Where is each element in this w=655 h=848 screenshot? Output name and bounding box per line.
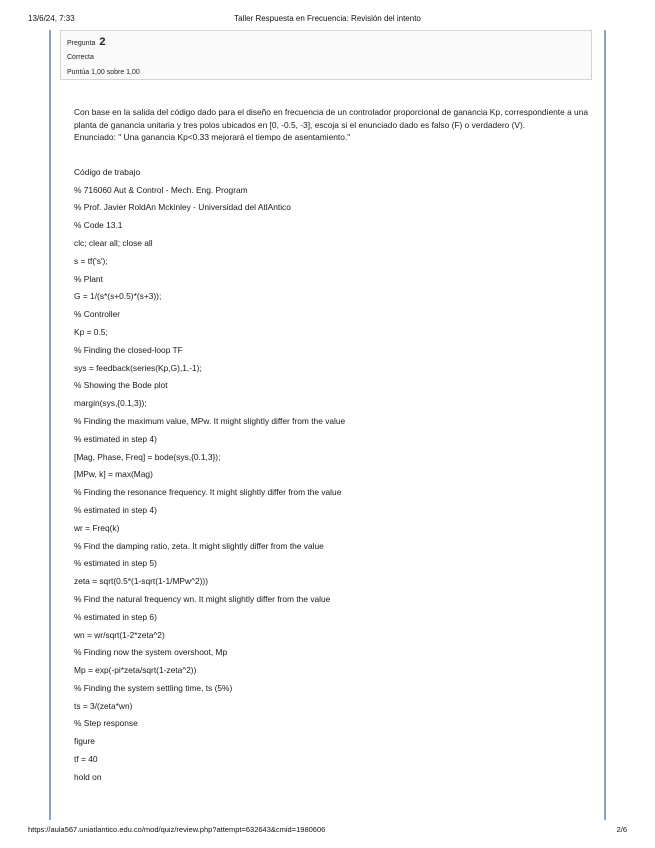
code-line: % Find the natural frequency wn. It might slightly differ from the value: [74, 593, 331, 604]
print-page-title: Taller Respuesta en Frecuencia: Revisión del intento: [234, 14, 421, 23]
code-line: % Showing the Bode plot: [74, 380, 168, 391]
code-line: % Finding the closed-loop TF: [74, 344, 183, 355]
question-content: [74, 106, 594, 787]
code-line: % Controller: [74, 309, 121, 320]
code-line: % Finding the system settling time, ts (5%): [74, 682, 233, 693]
code-line: Kp = 0.5;: [74, 326, 108, 337]
question-statement: Enunciado: " Una ganancia Kp<0.33 mejorará el tiempo de asentamiento.": [74, 132, 351, 143]
code-line: % Finding now the system overshoot, Mp: [74, 647, 228, 658]
code-line: % Find the damping ratio, zeta. It might slightly differ from the value: [74, 540, 324, 551]
code-line: % estimated in step 4): [74, 433, 157, 444]
code-line: ts = 3/(zeta*wn): [74, 700, 133, 711]
print-page-number: 2/6: [616, 825, 627, 834]
print-datetime: 13/6/24, 7:33: [28, 14, 75, 23]
code-line: % Step response: [74, 718, 138, 729]
print-url: https://aula567.uniatlantico.edu.co/mod/quiz/review.php?attempt=632643&cmid=1980606: [28, 825, 326, 834]
code-line: % estimated in step 5): [74, 558, 157, 569]
code-line: tf = 40: [74, 754, 98, 765]
question-number: 2: [99, 36, 106, 48]
code-line: wr = Freq(k): [74, 522, 120, 533]
code-line: figure: [74, 736, 95, 747]
code-line: s = tf('s');: [74, 255, 108, 266]
code-line: Mp = exp(-pi*zeta/sqrt(1-zeta^2)): [74, 665, 197, 676]
question-info-box: [60, 30, 592, 80]
code-line: [Mag, Phase, Freq] = bode(sys,{0.1,3});: [74, 451, 221, 462]
code-line: margin(sys,{0.1,3});: [74, 398, 147, 409]
code-line: [MPw, k] = max(Mag): [74, 469, 153, 480]
code-line: % 716060 Aut & Control - Mech. Eng. Program: [74, 184, 248, 195]
question-label: Pregunta: [67, 40, 96, 47]
code-line: zeta = sqrt(0.5*(1-sqrt(1-1/MPw^2))): [74, 576, 209, 587]
print-header: [28, 14, 627, 26]
code-line: % estimated in step 6): [74, 611, 157, 622]
spacer: [74, 144, 594, 164]
print-footer: [28, 825, 627, 837]
code-line: Código de trabajo: [74, 166, 141, 177]
code-line: hold on: [74, 771, 102, 782]
code-line: % Finding the maximum value, MPw. It might slightly differ from the value: [74, 415, 346, 426]
code-line: wn = wr/sqrt(1-2*zeta^2): [74, 629, 165, 640]
code-line: % Finding the resonance frequency. It might slightly differ from the value: [74, 487, 342, 498]
code-line: clc; clear all; close all: [74, 237, 153, 248]
code-line: % estimated in step 4): [74, 504, 157, 515]
code-line: G = 1/(s*(s+0.5)*(s+3));: [74, 291, 162, 302]
code-line: % Plant: [74, 273, 103, 284]
question-number-row: [67, 35, 585, 50]
question-score: Puntúa 1,00 sobre 1,00: [67, 69, 140, 76]
code-line: % Prof. Javier RoldAn Mckinley - Universidad del AtlAntico: [74, 202, 291, 213]
content-left-border: [49, 30, 51, 820]
code-line: % Code 13.1: [74, 220, 123, 231]
code-line: sys = feedback(series(Kp,G),1,-1);: [74, 362, 202, 373]
question-status: Correcta: [67, 54, 94, 61]
content-right-border: [604, 30, 606, 820]
code-block: [74, 164, 594, 787]
question-paragraph: Con base en la salida del código dado para el diseño en frecuencia de un controlador proporcional de ganancia Kp, correspondiente a una planta de ganancia unitaria y tres polos ubicados en [0, -0.5, -3], escoja si el enunciado dado es falso (F) o verdadero (V).: [74, 107, 589, 130]
